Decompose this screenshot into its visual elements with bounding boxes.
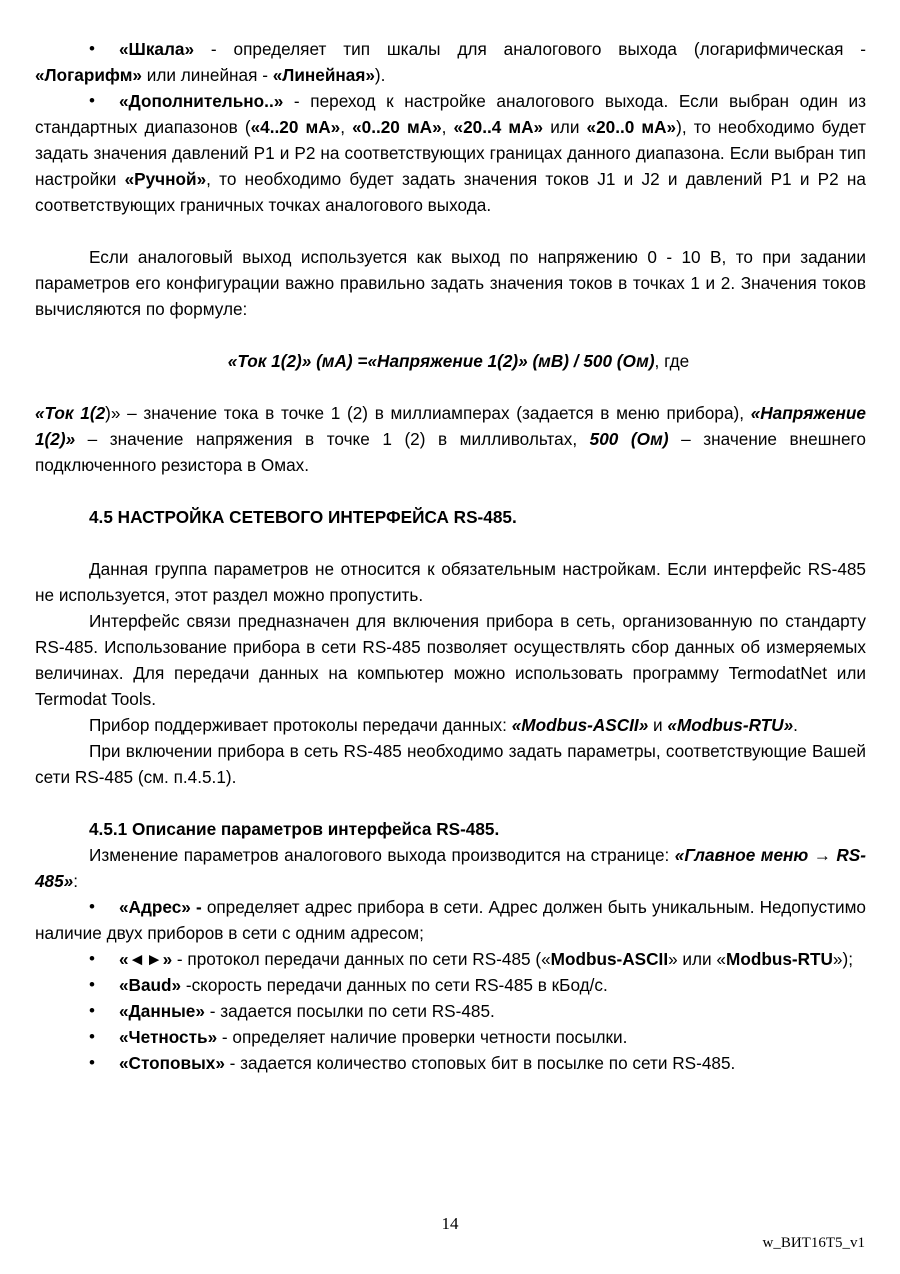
bullet-list-bottom <box>35 894 866 1076</box>
page-number: 14 <box>441 1214 459 1233</box>
spacer <box>35 790 866 816</box>
bullet-icon: • <box>89 1053 95 1072</box>
bullet-text: «Baud» -скорость передачи данных по сети RS-485 в кБод/с. <box>119 975 608 995</box>
bullet-text: «Шкала» - определяет тип шкалы для аналогового выхода (логарифмическая - «Логарифм» или линейная - «Линейная»). <box>35 39 866 85</box>
bullet-text: «Четность» - определяет наличие проверки четности посылки. <box>119 1027 628 1047</box>
spacer <box>35 530 866 556</box>
bullet-icon: • <box>89 975 95 994</box>
bullet-icon: • <box>89 949 95 968</box>
section-heading: 4.5 НАСТРОЙКА СЕТЕВОГО ИНТЕРФЕЙСА RS-485. <box>89 507 517 527</box>
bullet-item-address <box>35 894 866 946</box>
bullet-list-top <box>35 36 866 218</box>
bullet-text: «Стоповых» - задается количество стоповых бит в посылке по сети RS-485. <box>119 1053 736 1073</box>
bullet-text: «Адрес» - определяет адрес прибора в сети. Адрес должен быть уникальным. Недопустимо наличие двух приборов в сети с одним адресом; <box>35 897 866 943</box>
spacer <box>35 374 866 400</box>
bullet-item-baud <box>35 972 866 998</box>
spacer <box>35 322 866 348</box>
bullet-item-data <box>35 998 866 1024</box>
bullet-icon: • <box>89 91 95 110</box>
document-code: w_ВИТ16Т5_v1 <box>762 1235 865 1251</box>
spacer <box>35 218 866 244</box>
bullet-icon: • <box>89 1027 95 1046</box>
bullet-icon: • <box>89 39 95 58</box>
bullet-item-protocol <box>35 946 866 972</box>
bullet-text: «◄►» - протокол передачи данных по сети RS-485 («Modbus-ASCII» или «Modbus-RTU»); <box>119 949 853 969</box>
bullet-icon: • <box>89 1001 95 1020</box>
section-paragraph: При включении прибора в сеть RS-485 необходимо задать параметры, соответствующие Вашей сети RS-485 (см. п.4.5.1). <box>35 741 866 787</box>
spacer <box>35 478 866 504</box>
bullet-item-stopbits <box>35 1050 866 1076</box>
bullet-item-scale <box>35 36 866 88</box>
subsection-intro: Изменение параметров аналогового выхода производится на странице: «Главное меню → RS-485»: <box>35 845 866 891</box>
bullet-item-additional <box>35 88 866 218</box>
bullet-text: «Данные» - задается посылки по сети RS-485. <box>119 1001 495 1021</box>
section-paragraph: Интерфейс связи предназначен для включения прибора в сеть, организованную по стандарту RS-485. Использование прибора в сети RS-485 позволяет осуществлять сбор данных об измеряемых величинах. Для передачи данных на компьютер можно использовать программу TermodatNet или Termodat Tools. <box>35 611 866 709</box>
section-paragraph: Данная группа параметров не относится к обязательным настройкам. Если интерфейс RS-485 не используется, этот раздел можно пропустить. <box>35 559 866 605</box>
bullet-item-parity <box>35 1024 866 1050</box>
bullet-text: «Дополнительно..» - переход к настройке аналогового выхода. Если выбран один из стандартных диапазонов («4..20 мА», «0..20 мА», «20..4 мА» или «20..0 мА»), то необходимо будет задать значения давлений P1 и P2 на соответствующих границах данного диапазона. Если выбран тип настройки «Ручной», то необходимо будет задать значения токов J1 и J2 и давлений P1 и P2 на соответствующих граничных точках аналогового выхода. <box>35 91 867 215</box>
bullet-icon: • <box>89 897 95 916</box>
section-paragraph: Прибор поддерживает протоколы передачи данных: «Modbus-ASCII» и «Modbus-RTU». <box>89 715 798 735</box>
formula-explanation: «Ток 1(2)» – значение тока в точке 1 (2) в миллиамперах (задается в меню прибора), «Напряжение 1(2)» – значение напряжения в точке 1 (2) в милливольтах, 500 (Ом) – значение внешнего подключенного резистора в Омах. <box>35 403 866 475</box>
voltage-paragraph: Если аналоговый выход используется как выход по напряжению 0 - 10 В, то при задании параметров его конфигурации важно правильно задать значения токов в точках 1 и 2. Значения токов вычисляются по формуле: <box>35 247 866 319</box>
formula: «Ток 1(2)» (мА) =«Напряжение 1(2)» (мВ) / 500 (Ом), где <box>227 351 690 371</box>
subsection-heading: 4.5.1 Описание параметров интерфейса RS-485. <box>89 819 500 839</box>
page-content <box>35 36 866 1076</box>
